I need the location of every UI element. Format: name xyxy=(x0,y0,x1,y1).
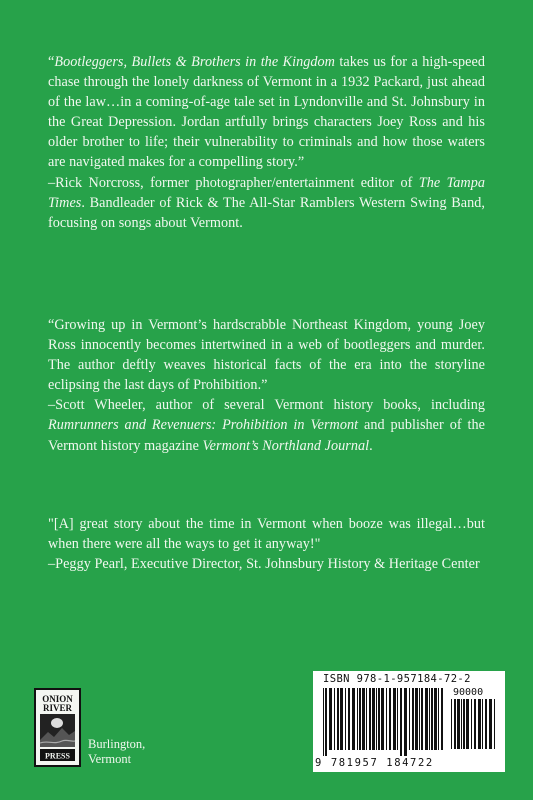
attribution-text: –Scott Wheeler, author of several Vermont history books, including xyxy=(48,397,485,414)
attribution-end: . xyxy=(369,437,373,454)
isbn-barcode xyxy=(313,671,505,772)
quote-2-body: “Growing up in Vermont’s hardscrabble Northeast Kingdom, young Joey Ross innocently becomes intertwined in a web of bootleggers and murder. The author deftly weaves historical facts of the era into the storyline eclipsing the last days of Prohibition.” xyxy=(48,317,485,394)
attribution-text: –Rick Norcross, former photographer/entertainment editor of xyxy=(48,174,419,191)
review-quote-3 xyxy=(48,514,485,574)
quote-1-attribution xyxy=(48,173,485,233)
city-line-2: Vermont xyxy=(88,752,132,766)
publisher-location xyxy=(88,737,145,767)
barcode-bars-addon xyxy=(451,699,499,755)
quote-1-body: takes us for a high-speed chase through the lonely darkness of Vermont in a 1932 Packard, just ahead of the law…in a coming-of-age tale set in Lyndonville and St. Johnsbury in the Great Depression. Jordan artfully brings characters Joey Ross and his older brother to life; their vulnerability to criminals and how those waters are navigated makes for a compelling story.” xyxy=(48,54,486,171)
quote-2-attribution xyxy=(48,395,485,455)
attribution-text-cont: . Bandleader of Rick & The All-Star Ramblers Western Swing Band, focusing on songs about Vermont. xyxy=(48,194,485,231)
book-title-rumrunners: Rumrunners and Revenuers: Prohibition in Vermont xyxy=(48,417,359,434)
isbn-number: ISBN 978-1-957184-72-2 xyxy=(323,673,471,685)
barcode-bars-main xyxy=(323,688,447,756)
publisher-logo xyxy=(34,688,81,767)
attribution-text-cont: and publisher of the Vermont history magazine xyxy=(48,417,485,454)
open-quote-mark: “ xyxy=(48,54,55,70)
review-quote-1 xyxy=(48,52,485,233)
ean-digits: 9 781957 184722 xyxy=(315,757,434,769)
review-quote-2 xyxy=(48,315,485,456)
logo-word-onion: ONION xyxy=(42,694,73,704)
price-code: 90000 xyxy=(453,687,484,698)
onion-river-press-logo-icon xyxy=(36,690,79,765)
quote-3-attribution: –Peggy Pearl, Executive Director, St. Johnsbury History & Heritage Center xyxy=(48,556,480,573)
quote-1-text xyxy=(48,52,485,173)
logo-word-river: RIVER xyxy=(42,703,73,713)
logo-word-press: PRESS xyxy=(45,751,70,761)
quote-3-body: "[A] great story about the time in Vermont when booze was illegal…but when there were all the ways to get it anyway!" xyxy=(48,516,485,553)
magazine-title: Vermont’s Northland Journal xyxy=(202,437,370,454)
book-title: Bootleggers, Bullets & Brothers in the Kingdom xyxy=(54,54,335,70)
publication-title: The Tampa Times xyxy=(48,174,485,211)
city-line-1: Burlington, xyxy=(88,737,146,751)
